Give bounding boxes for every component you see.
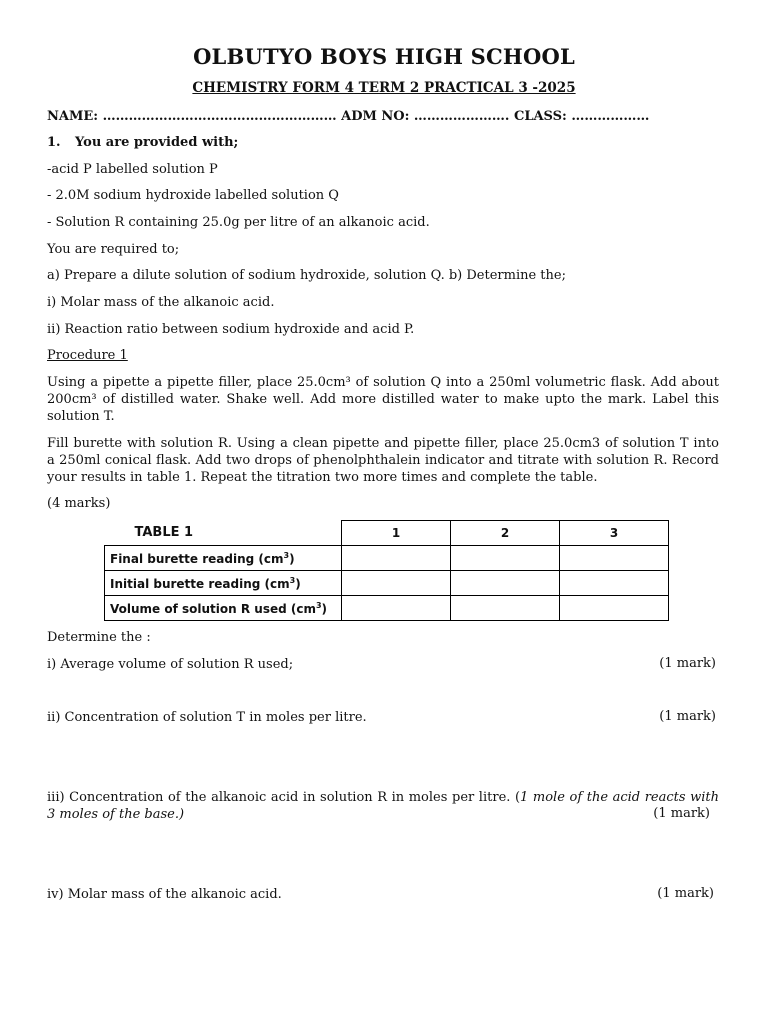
- marks-label: (1 mark): [659, 709, 716, 724]
- school-name: OLBUTYO BOYS HIGH SCHOOL: [193, 44, 575, 69]
- marks-label: (1 mark): [657, 886, 714, 901]
- answer-cell[interactable]: [560, 571, 669, 596]
- column-header: 2: [451, 521, 560, 546]
- table-header-row: [105, 521, 669, 546]
- question-heading-text: You are provided with;: [75, 135, 239, 150]
- answer-cell[interactable]: [342, 546, 451, 571]
- required-item: a) Prepare a dilute solution of sodium hydroxide, solution Q. b) Determine the;: [47, 268, 566, 283]
- answer-cell[interactable]: [451, 546, 560, 571]
- table-row: [105, 546, 669, 571]
- answer-cell[interactable]: [560, 546, 669, 571]
- procedure-paragraph-2: Fill burette with solution R. Using a clean pipette and pipette filler, place 25.0cm3 of solution T into a 250ml conical flask. Add two drops of phenolphthalein indicator and titrate with solution R. Record your results in table 1. Repeat the titration two more times and complete the table.: [47, 436, 719, 485]
- question-number: 1.: [47, 135, 61, 150]
- row-label: Final burette reading $(cm^3)$: [105, 546, 342, 571]
- question-heading: [47, 134, 727, 151]
- provided-item: -acid P labelled solution P: [47, 162, 218, 177]
- required-item: i) Molar mass of the alkanoic acid.: [47, 295, 275, 310]
- determine-item: iii) Concentration of the alkanoic acid in solution R in moles per litre. (1 mole of the acid reacts with 3 moles of the base.): [47, 790, 719, 822]
- student-details-line: NAME: ……………………………………………… ADM NO: …………………. CLASS: ………………: [47, 109, 650, 124]
- provided-item: - 2.0M sodium hydroxide labelled solution Q: [47, 188, 339, 203]
- paper-title: CHEMISTRY FORM 4 TERM 2 PRACTICAL 3 -2025: [192, 80, 576, 96]
- procedure-title: Procedure 1: [47, 348, 128, 363]
- marks-label: (1 mark): [659, 656, 716, 671]
- column-header: 3: [560, 521, 669, 546]
- determine-item: iv) Molar mass of the alkanoic acid.: [47, 887, 282, 902]
- answer-cell[interactable]: [451, 571, 560, 596]
- provided-item: - Solution R containing 25.0g per litre of an alkanoic acid.: [47, 215, 430, 230]
- answer-cell[interactable]: [451, 596, 560, 621]
- table-row: [105, 596, 669, 621]
- required-intro: You are required to;: [47, 242, 180, 257]
- determine-intro: Determine the :: [47, 630, 151, 645]
- row-label: Initial burette reading $(cm^3)$: [105, 571, 342, 596]
- procedure-marks: (4 marks): [47, 496, 111, 511]
- determine-note: 1 mole of the acid reacts with 3 moles of the base.): [47, 790, 719, 822]
- procedure-paragraph-1: Using a pipette a pipette filler, place 25.0cm³ of solution Q into a 250ml volumetric flask. Add about 200cm³ of distilled water. Shake well. Add more distilled water to make upto the mark. Label this solution T.: [47, 375, 719, 424]
- table-title: TABLE 1: [134, 525, 194, 541]
- row-label: Volume of solution R used $(cm^3)$: [105, 596, 342, 621]
- required-item: ii) Reaction ratio between sodium hydroxide and acid P.: [47, 322, 415, 337]
- results-table: [104, 520, 669, 621]
- answer-cell[interactable]: [342, 571, 451, 596]
- answer-cell[interactable]: [560, 596, 669, 621]
- marks-label: (1 mark): [653, 806, 710, 821]
- table-row: [105, 571, 669, 596]
- column-header: 1: [342, 521, 451, 546]
- determine-item: ii) Concentration of solution T in moles per litre.: [47, 710, 367, 725]
- answer-cell[interactable]: [342, 596, 451, 621]
- determine-item: i) Average volume of solution R used;: [47, 657, 294, 672]
